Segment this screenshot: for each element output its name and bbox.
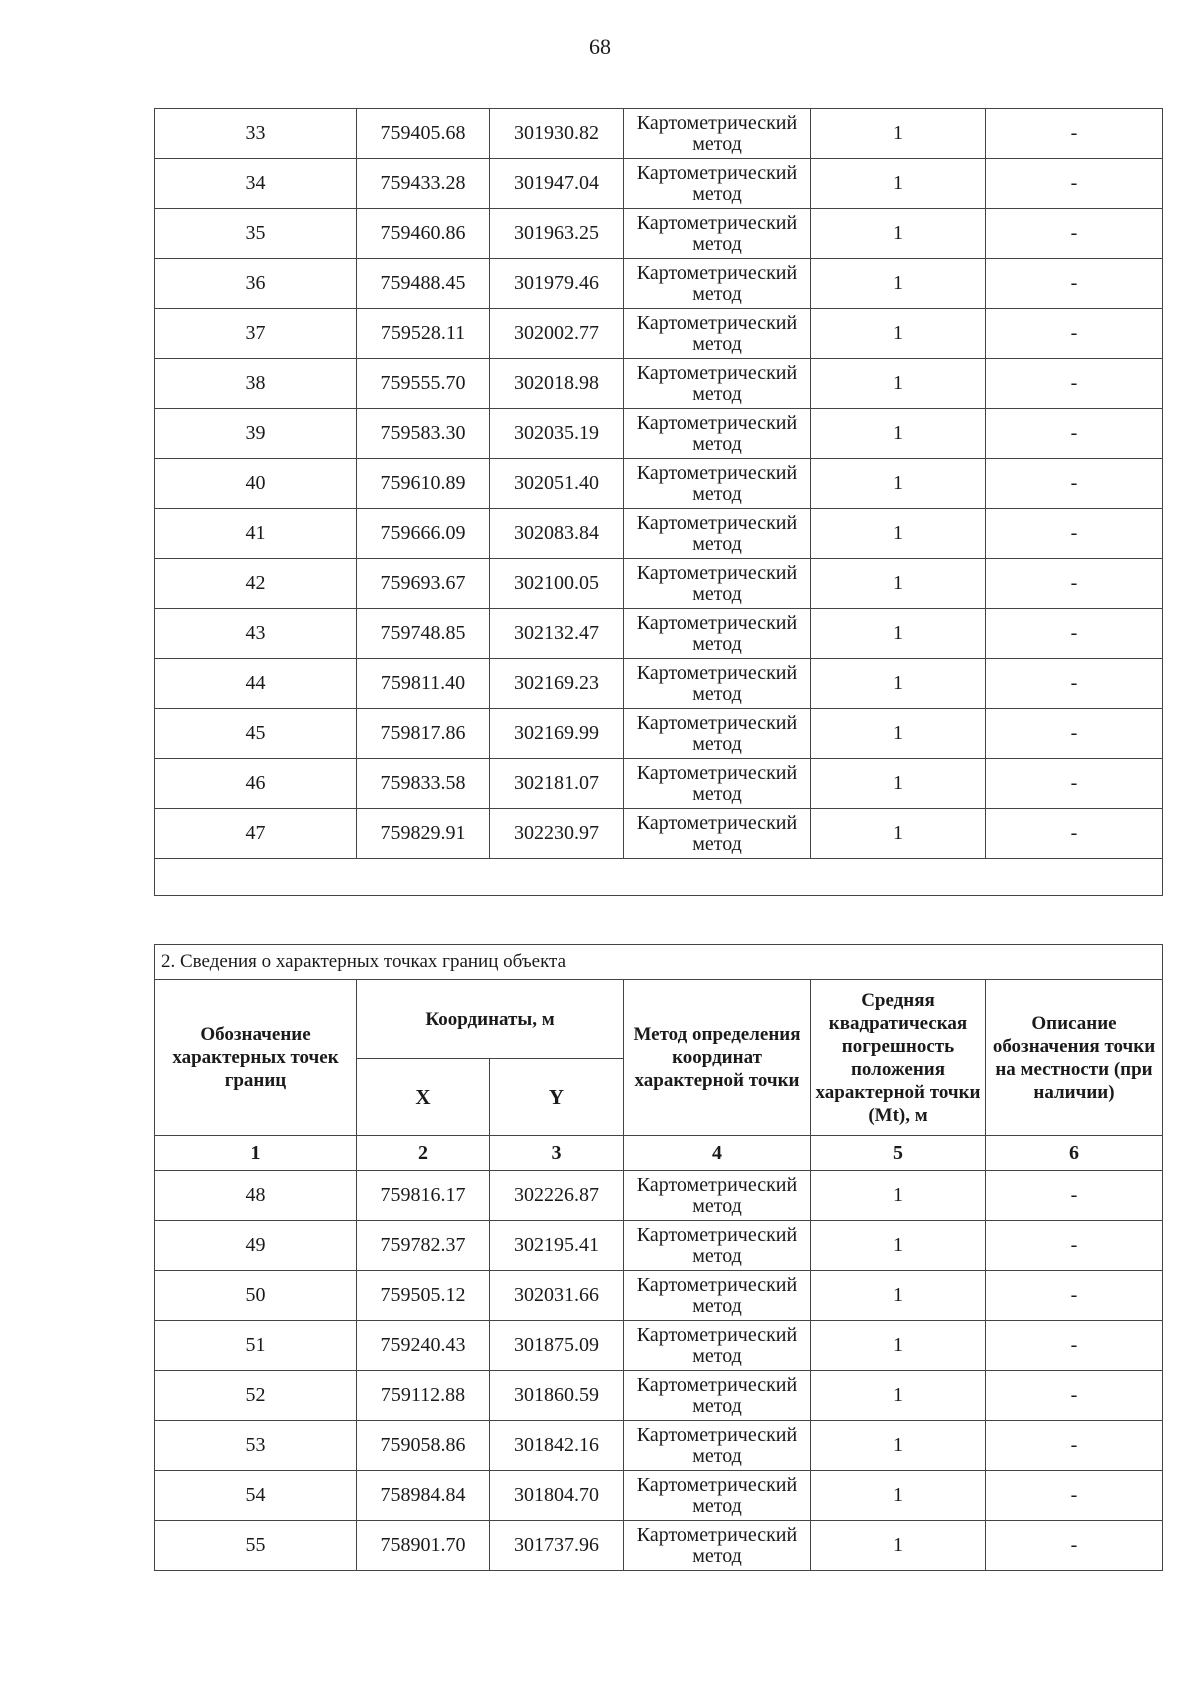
column-number: 4 bbox=[624, 1136, 811, 1171]
x-coordinate-cell: 758984.84 bbox=[357, 1471, 490, 1521]
description-cell: - bbox=[986, 1171, 1163, 1221]
y-coordinate-cell: 301804.70 bbox=[490, 1471, 624, 1521]
accuracy-cell: 1 bbox=[811, 809, 986, 859]
table-row bbox=[155, 1321, 1163, 1371]
x-coordinate-cell: 759433.28 bbox=[357, 159, 490, 209]
method-cell: Картометрический метод bbox=[624, 209, 811, 259]
table-row bbox=[155, 109, 1163, 159]
y-coordinate-cell: 301842.16 bbox=[490, 1421, 624, 1471]
accuracy-cell: 1 bbox=[811, 1371, 986, 1421]
point-cell: 42 bbox=[155, 559, 357, 609]
x-coordinate-cell: 759817.86 bbox=[357, 709, 490, 759]
point-cell: 46 bbox=[155, 759, 357, 809]
y-coordinate-cell: 302083.84 bbox=[490, 509, 624, 559]
table-row bbox=[155, 709, 1163, 759]
y-coordinate-cell: 302169.99 bbox=[490, 709, 624, 759]
point-cell: 47 bbox=[155, 809, 357, 859]
x-coordinate-cell: 759112.88 bbox=[357, 1371, 490, 1421]
x-coordinate-cell: 759666.09 bbox=[357, 509, 490, 559]
page-number: 68 bbox=[589, 34, 611, 59]
point-cell: 45 bbox=[155, 709, 357, 759]
method-cell: Картометрический метод bbox=[624, 259, 811, 309]
description-cell: - bbox=[986, 409, 1163, 459]
y-coordinate-cell: 302169.23 bbox=[490, 659, 624, 709]
method-cell: Картометрический метод bbox=[624, 709, 811, 759]
description-cell: - bbox=[986, 209, 1163, 259]
accuracy-cell: 1 bbox=[811, 1321, 986, 1371]
header-coords: Координаты, м bbox=[357, 980, 624, 1059]
description-cell: - bbox=[986, 1421, 1163, 1471]
x-coordinate-cell: 759811.40 bbox=[357, 659, 490, 709]
description-cell: - bbox=[986, 309, 1163, 359]
description-cell: - bbox=[986, 1371, 1163, 1421]
table-row bbox=[155, 659, 1163, 709]
description-cell: - bbox=[986, 709, 1163, 759]
description-cell: - bbox=[986, 359, 1163, 409]
points-table-continued bbox=[154, 108, 1163, 896]
table-row bbox=[155, 259, 1163, 309]
points-table-continued-body bbox=[155, 109, 1163, 859]
accuracy-cell: 1 bbox=[811, 159, 986, 209]
description-cell: - bbox=[986, 809, 1163, 859]
x-coordinate-cell: 759555.70 bbox=[357, 359, 490, 409]
accuracy-cell: 1 bbox=[811, 1421, 986, 1471]
accuracy-cell: 1 bbox=[811, 659, 986, 709]
point-cell: 54 bbox=[155, 1471, 357, 1521]
method-cell: Картометрический метод bbox=[624, 159, 811, 209]
accuracy-cell: 1 bbox=[811, 209, 986, 259]
method-cell: Картометрический метод bbox=[624, 1521, 811, 1571]
table-row bbox=[155, 1421, 1163, 1471]
description-cell: - bbox=[986, 559, 1163, 609]
point-cell: 40 bbox=[155, 459, 357, 509]
method-cell: Картометрический метод bbox=[624, 359, 811, 409]
accuracy-cell: 1 bbox=[811, 1271, 986, 1321]
x-coordinate-cell: 759460.86 bbox=[357, 209, 490, 259]
y-coordinate-cell: 302226.87 bbox=[490, 1171, 624, 1221]
y-coordinate-cell: 302230.97 bbox=[490, 809, 624, 859]
empty-row bbox=[155, 859, 1163, 896]
column-number-row bbox=[155, 1136, 1163, 1171]
description-cell: - bbox=[986, 1471, 1163, 1521]
method-cell: Картометрический метод bbox=[624, 1171, 811, 1221]
header-row bbox=[155, 980, 1163, 1059]
accuracy-cell: 1 bbox=[811, 109, 986, 159]
point-cell: 50 bbox=[155, 1271, 357, 1321]
header-point: Обозначение характерных точек границ bbox=[155, 980, 357, 1136]
y-coordinate-cell: 302018.98 bbox=[490, 359, 624, 409]
accuracy-cell: 1 bbox=[811, 309, 986, 359]
table-caption-row bbox=[155, 945, 1163, 980]
point-cell: 38 bbox=[155, 359, 357, 409]
x-coordinate-cell: 759240.43 bbox=[357, 1321, 490, 1371]
method-cell: Картометрический метод bbox=[624, 459, 811, 509]
column-number: 6 bbox=[986, 1136, 1163, 1171]
x-coordinate-cell: 759829.91 bbox=[357, 809, 490, 859]
description-cell: - bbox=[986, 1221, 1163, 1271]
x-coordinate-cell: 759610.89 bbox=[357, 459, 490, 509]
point-cell: 37 bbox=[155, 309, 357, 359]
point-cell: 48 bbox=[155, 1171, 357, 1221]
x-coordinate-cell: 759816.17 bbox=[357, 1171, 490, 1221]
accuracy-cell: 1 bbox=[811, 709, 986, 759]
x-coordinate-cell: 759833.58 bbox=[357, 759, 490, 809]
y-coordinate-cell: 301875.09 bbox=[490, 1321, 624, 1371]
accuracy-cell: 1 bbox=[811, 1221, 986, 1271]
method-cell: Картометрический метод bbox=[624, 409, 811, 459]
table-caption: 2. Сведения о характерных точках границ объекта bbox=[155, 945, 1163, 980]
method-cell: Картометрический метод bbox=[624, 1221, 811, 1271]
y-coordinate-cell: 301963.25 bbox=[490, 209, 624, 259]
table-row bbox=[155, 609, 1163, 659]
header-x: X bbox=[357, 1059, 490, 1136]
y-coordinate-cell: 302181.07 bbox=[490, 759, 624, 809]
table-row bbox=[155, 409, 1163, 459]
description-cell: - bbox=[986, 109, 1163, 159]
y-coordinate-cell: 301930.82 bbox=[490, 109, 624, 159]
table-row bbox=[155, 509, 1163, 559]
description-cell: - bbox=[986, 459, 1163, 509]
header-accuracy: Средняя квадратическая погрешность положения характерной точки (Mt), м bbox=[811, 980, 986, 1136]
x-coordinate-cell: 758901.70 bbox=[357, 1521, 490, 1571]
y-coordinate-cell: 302132.47 bbox=[490, 609, 624, 659]
x-coordinate-cell: 759782.37 bbox=[357, 1221, 490, 1271]
method-cell: Картометрический метод bbox=[624, 309, 811, 359]
point-cell: 49 bbox=[155, 1221, 357, 1271]
description-cell: - bbox=[986, 659, 1163, 709]
description-cell: - bbox=[986, 1321, 1163, 1371]
header-y: Y bbox=[490, 1059, 624, 1136]
table-row bbox=[155, 809, 1163, 859]
accuracy-cell: 1 bbox=[811, 1471, 986, 1521]
boundary-points-table-body bbox=[155, 1171, 1163, 1571]
accuracy-cell: 1 bbox=[811, 409, 986, 459]
y-coordinate-cell: 301860.59 bbox=[490, 1371, 624, 1421]
method-cell: Картометрический метод bbox=[624, 509, 811, 559]
table-row bbox=[155, 209, 1163, 259]
column-number: 2 bbox=[357, 1136, 490, 1171]
boundary-points-table bbox=[154, 944, 1163, 1571]
y-coordinate-cell: 302051.40 bbox=[490, 459, 624, 509]
x-coordinate-cell: 759505.12 bbox=[357, 1271, 490, 1321]
point-cell: 51 bbox=[155, 1321, 357, 1371]
column-number: 1 bbox=[155, 1136, 357, 1171]
method-cell: Картометрический метод bbox=[624, 609, 811, 659]
y-coordinate-cell: 301947.04 bbox=[490, 159, 624, 209]
method-cell: Картометрический метод bbox=[624, 1421, 811, 1471]
x-coordinate-cell: 759693.67 bbox=[357, 559, 490, 609]
x-coordinate-cell: 759748.85 bbox=[357, 609, 490, 659]
description-cell: - bbox=[986, 159, 1163, 209]
x-coordinate-cell: 759058.86 bbox=[357, 1421, 490, 1471]
point-cell: 53 bbox=[155, 1421, 357, 1471]
accuracy-cell: 1 bbox=[811, 459, 986, 509]
header-description: Описание обозначения точки на местности (при наличии) bbox=[986, 980, 1163, 1136]
point-cell: 44 bbox=[155, 659, 357, 709]
accuracy-cell: 1 bbox=[811, 359, 986, 409]
accuracy-cell: 1 bbox=[811, 559, 986, 609]
accuracy-cell: 1 bbox=[811, 259, 986, 309]
description-cell: - bbox=[986, 259, 1163, 309]
description-cell: - bbox=[986, 1271, 1163, 1321]
point-cell: 43 bbox=[155, 609, 357, 659]
method-cell: Картометрический метод bbox=[624, 1371, 811, 1421]
column-number: 5 bbox=[811, 1136, 986, 1171]
table-row bbox=[155, 1471, 1163, 1521]
table-row bbox=[155, 159, 1163, 209]
empty-cell bbox=[155, 859, 1163, 896]
x-coordinate-cell: 759405.68 bbox=[357, 109, 490, 159]
point-cell: 55 bbox=[155, 1521, 357, 1571]
y-coordinate-cell: 301979.46 bbox=[490, 259, 624, 309]
y-coordinate-cell: 302002.77 bbox=[490, 309, 624, 359]
point-cell: 36 bbox=[155, 259, 357, 309]
accuracy-cell: 1 bbox=[811, 1171, 986, 1221]
point-cell: 34 bbox=[155, 159, 357, 209]
table-row bbox=[155, 1371, 1163, 1421]
accuracy-cell: 1 bbox=[811, 759, 986, 809]
table-row bbox=[155, 459, 1163, 509]
point-cell: 41 bbox=[155, 509, 357, 559]
table-row bbox=[155, 559, 1163, 609]
method-cell: Картометрический метод bbox=[624, 1321, 811, 1371]
y-coordinate-cell: 302100.05 bbox=[490, 559, 624, 609]
accuracy-cell: 1 bbox=[811, 1521, 986, 1571]
accuracy-cell: 1 bbox=[811, 509, 986, 559]
table-row bbox=[155, 1521, 1163, 1571]
column-number: 3 bbox=[490, 1136, 624, 1171]
table-row bbox=[155, 359, 1163, 409]
description-cell: - bbox=[986, 759, 1163, 809]
point-cell: 39 bbox=[155, 409, 357, 459]
table-row bbox=[155, 309, 1163, 359]
description-cell: - bbox=[986, 1521, 1163, 1571]
point-cell: 33 bbox=[155, 109, 357, 159]
table-row bbox=[155, 1171, 1163, 1221]
y-coordinate-cell: 302031.66 bbox=[490, 1271, 624, 1321]
table-row bbox=[155, 1221, 1163, 1271]
header-method: Метод определения координат характерной точки bbox=[624, 980, 811, 1136]
point-cell: 35 bbox=[155, 209, 357, 259]
y-coordinate-cell: 301737.96 bbox=[490, 1521, 624, 1571]
accuracy-cell: 1 bbox=[811, 609, 986, 659]
x-coordinate-cell: 759528.11 bbox=[357, 309, 490, 359]
table-row bbox=[155, 1271, 1163, 1321]
description-cell: - bbox=[986, 509, 1163, 559]
y-coordinate-cell: 302195.41 bbox=[490, 1221, 624, 1271]
method-cell: Картометрический метод bbox=[624, 759, 811, 809]
method-cell: Картометрический метод bbox=[624, 1471, 811, 1521]
method-cell: Картометрический метод bbox=[624, 559, 811, 609]
method-cell: Картометрический метод bbox=[624, 809, 811, 859]
method-cell: Картометрический метод bbox=[624, 109, 811, 159]
method-cell: Картометрический метод bbox=[624, 1271, 811, 1321]
description-cell: - bbox=[986, 609, 1163, 659]
method-cell: Картометрический метод bbox=[624, 659, 811, 709]
y-coordinate-cell: 302035.19 bbox=[490, 409, 624, 459]
point-cell: 52 bbox=[155, 1371, 357, 1421]
x-coordinate-cell: 759488.45 bbox=[357, 259, 490, 309]
table-row bbox=[155, 759, 1163, 809]
x-coordinate-cell: 759583.30 bbox=[357, 409, 490, 459]
